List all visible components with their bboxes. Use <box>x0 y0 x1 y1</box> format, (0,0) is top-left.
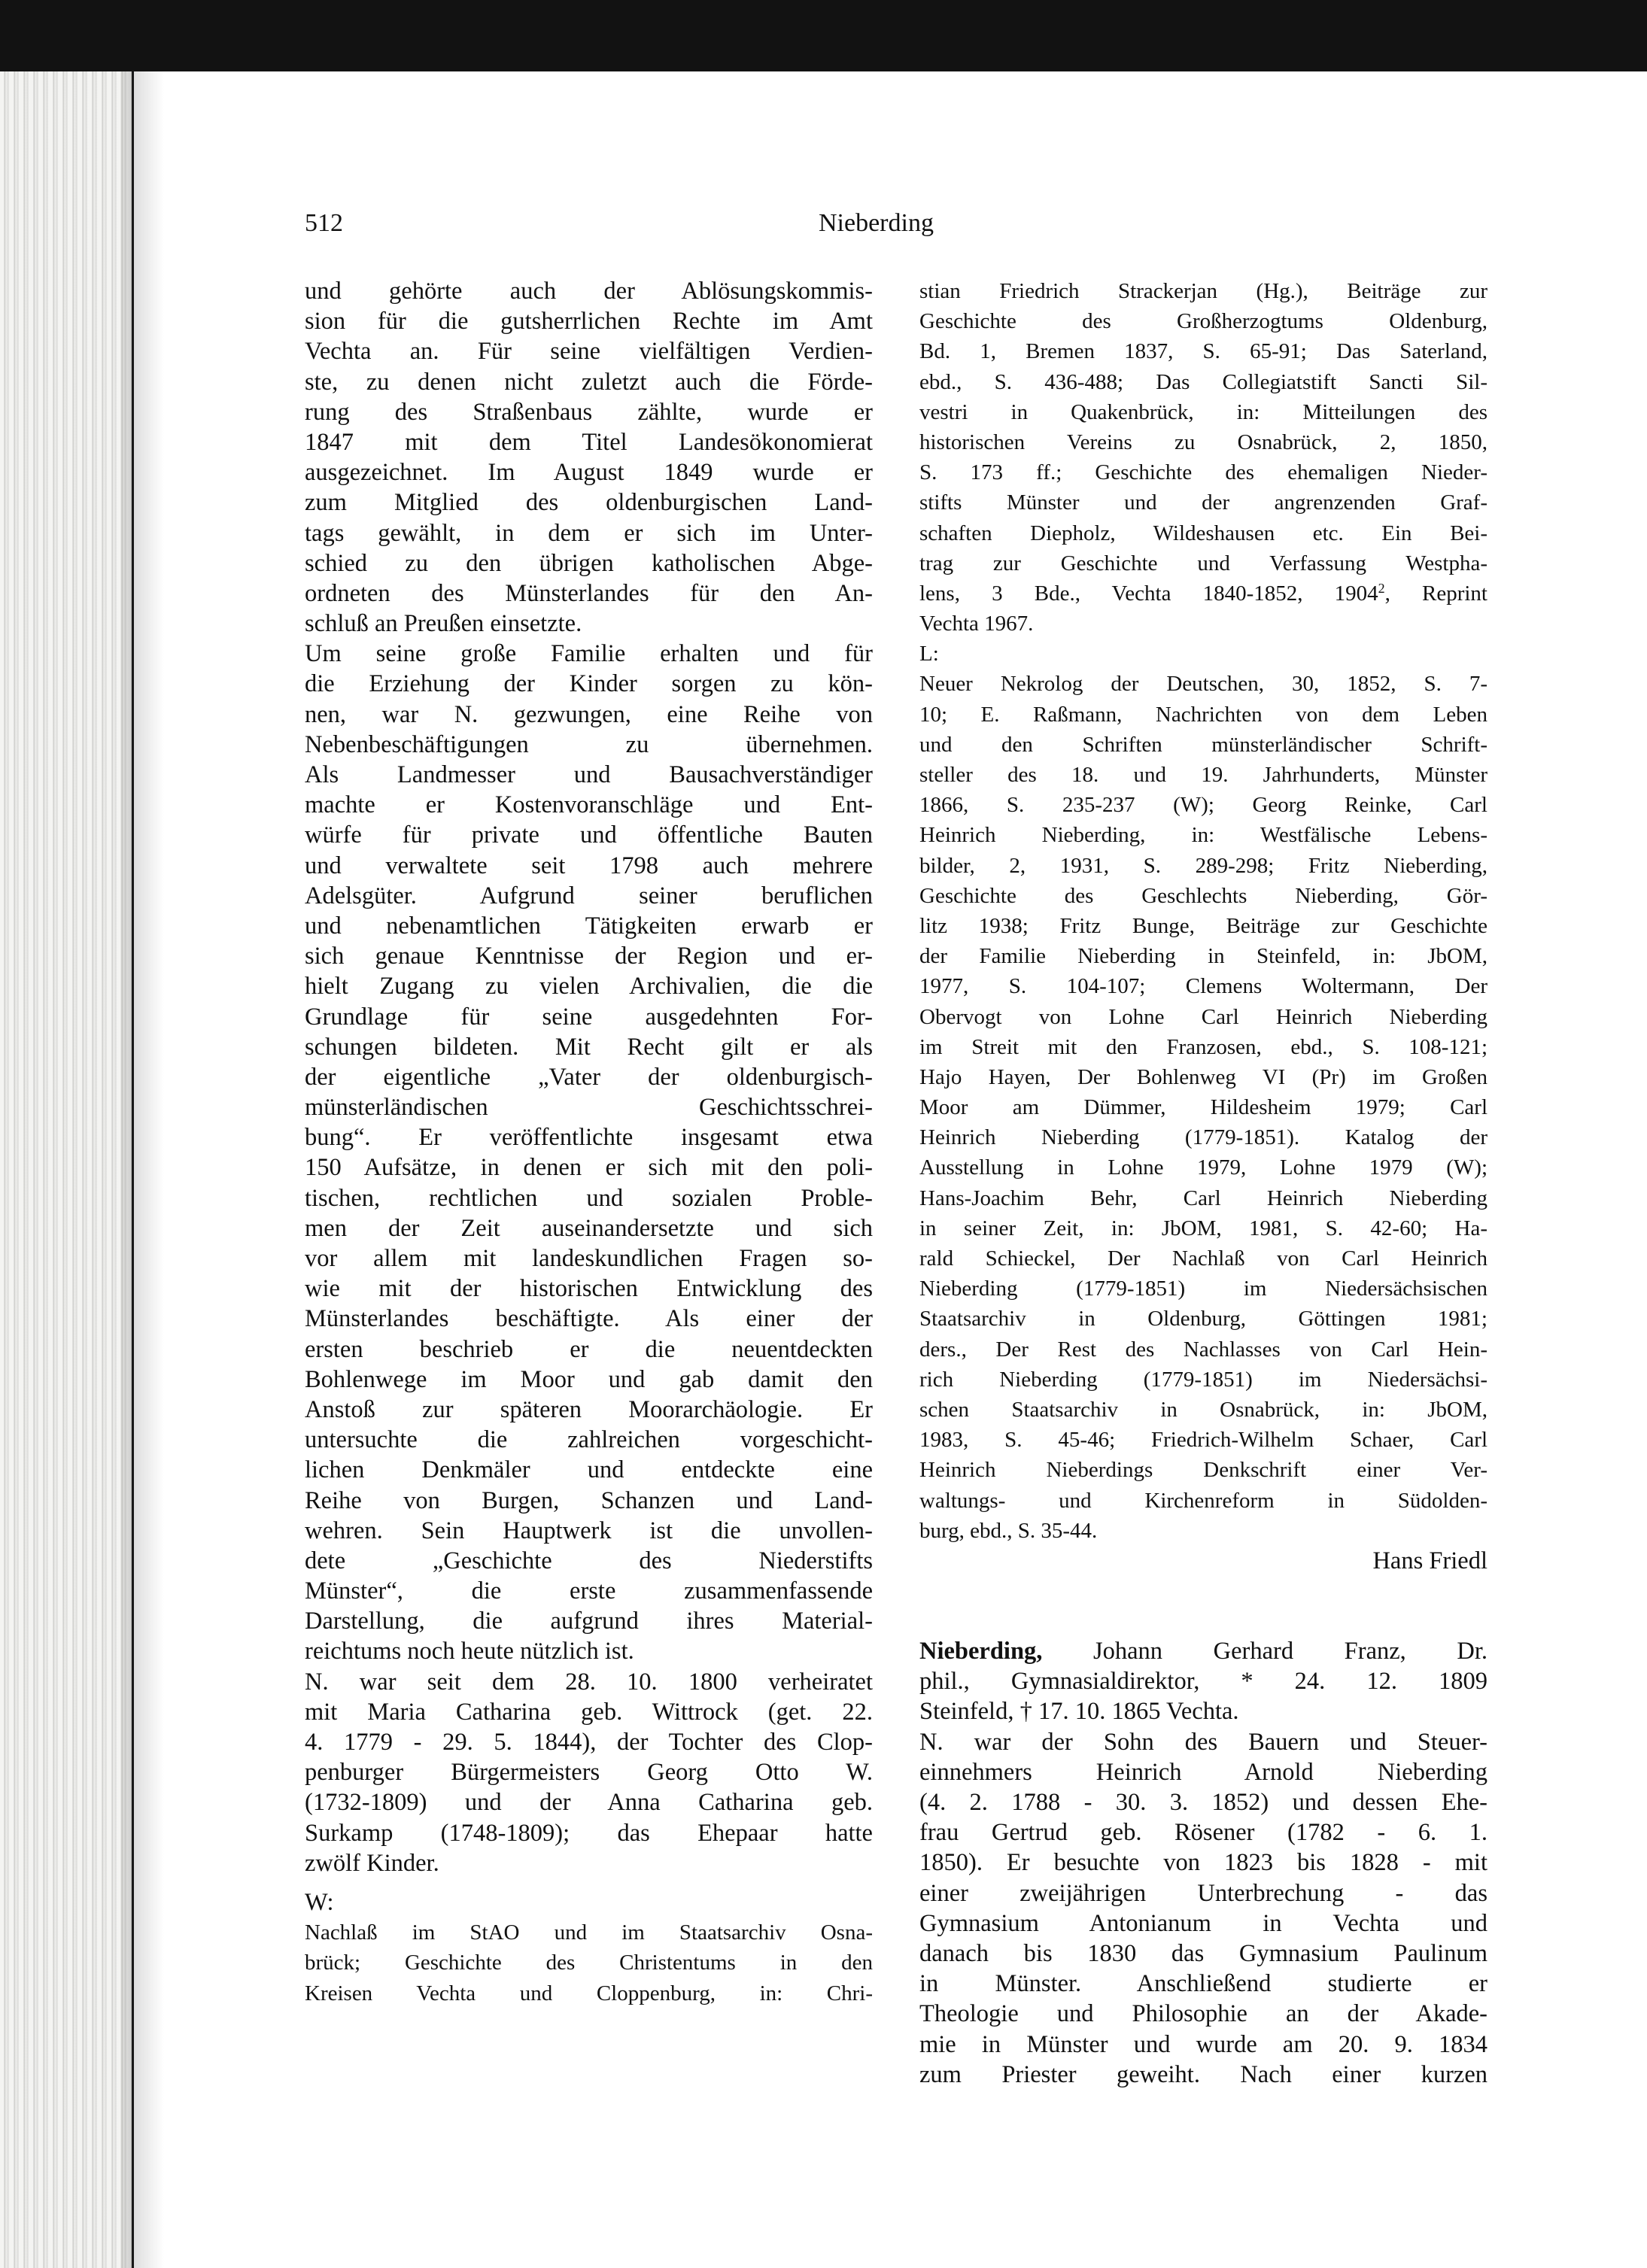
bibliography-line: 1983, S. 45-46; Friedrich-Wilhelm Schaer, Carl <box>919 1428 1487 1453</box>
bibliography-line: 10; E. Raßmann, Nachrichten von dem Leben <box>919 702 1487 727</box>
text-line: münsterländischen Geschichtsschrei- <box>305 1094 873 1122</box>
text-line: Als Landmesser und Bausachverständiger <box>305 761 873 788</box>
text-line: zwölf Kinder. <box>305 1849 439 1877</box>
bibliography-line: und den Schriften münsterländischer Schrift- <box>919 732 1487 757</box>
text-line: schluß an Preußen einsetzte. <box>305 610 582 638</box>
text-line: 4. 1779 - 29. 5. 1844), der Tochter des Clop- <box>305 1729 873 1756</box>
bibliography-line: burg, ebd., S. 35-44. <box>919 1518 1098 1543</box>
bibliography-line: 1866, S. 235-237 (W); Georg Reinke, Carl <box>919 793 1487 818</box>
literature-heading: L: <box>919 642 939 666</box>
text-line: Münsterlandes beschäftigte. Als einer der <box>305 1305 873 1333</box>
text-line: N. war der Sohn des Bauern und Steuer- <box>919 1728 1487 1756</box>
text-line: einnehmers Heinrich Arnold Nieberding <box>919 1758 1487 1786</box>
bibliography-line: Hans-Joachim Behr, Carl Heinrich Nieberding <box>919 1186 1487 1210</box>
text-line: ausgezeichnet. Im August 1849 wurde er <box>305 459 873 487</box>
text-line: zum Priester geweiht. Nach einer kurzen <box>919 2060 1487 2088</box>
text-line: lichen Denkmäler und entdeckte eine <box>305 1456 873 1484</box>
bibliography-line: historischen Vereins zu Osnabrück, 2, 1850, <box>919 430 1487 454</box>
text-line: und nebenamtlichen Tätigkeiten erwarb er <box>305 912 873 940</box>
text-line: untersuchte die zahlreichen vorgeschicht- <box>305 1426 873 1454</box>
text-line: Grundlage für seine ausgedehnten For- <box>305 1003 873 1031</box>
bibliography-line: Heinrich Nieberdings Denkschrift einer Ver- <box>919 1458 1487 1483</box>
bibliography-line: Geschichte des Großherzogtums Oldenburg, <box>919 309 1487 334</box>
text-line: die Erziehung der Kinder sorgen zu kön- <box>305 670 873 698</box>
text-line: ste, zu denen nicht zuletzt auch die Förde- <box>305 368 873 396</box>
text-line: würfe für private und öffentliche Bauten <box>305 821 873 849</box>
bibliography-line: schen Staatsarchiv in Osnabrück, in: JbOM, <box>919 1397 1487 1422</box>
bibliography-line: Bd. 1, Bremen 1837, S. 65-91; Das Saterland, <box>919 339 1487 364</box>
entry-header-text: Johann Gerhard Franz, Dr. <box>1092 1638 1487 1665</box>
text-line: ordneten des Münsterlandes für den An- <box>305 579 873 607</box>
text-line: mie in Münster und wurde am 20. 9. 1834 <box>919 2030 1487 2058</box>
text-line: mit Maria Catharina geb. Wittrock (get. 22. <box>305 1698 873 1726</box>
bibliography-line: schaften Diepholz, Wildeshausen etc. Ein Bei- <box>919 521 1487 545</box>
text-line: nen, war N. gezwungen, eine Reihe von <box>305 700 873 728</box>
bibliography-line: stifts Münster und der angrenzenden Graf- <box>919 490 1487 515</box>
text-line: schied zu den übrigen katholischen Abge- <box>305 549 873 577</box>
entry-lemma: Nieberding, <box>919 1638 1043 1665</box>
text-line: Gymnasium Antonianum in Vechta und <box>919 1909 1487 1937</box>
text-line: (4. 2. 1788 - 30. 3. 1852) und dessen Ehe- <box>919 1789 1487 1816</box>
text-line: Adelsgüter. Aufgrund seiner beruflichen <box>305 882 873 909</box>
bibliography-line: Heinrich Nieberding (1779-1851). Katalog der <box>919 1125 1487 1150</box>
text-line: zum Mitglied des oldenburgischen Land- <box>305 489 873 517</box>
text-line: tags gewählt, in dem er sich im Unter- <box>305 519 873 547</box>
bibliography-line: steller des 18. und 19. Jahrhunderts, Münster <box>919 763 1487 787</box>
text-line: und gehörte auch der Ablösungskommis- <box>305 278 873 305</box>
text-line: Steinfeld, † 17. 10. 1865 Vechta. <box>919 1698 1239 1726</box>
bibliography-line: Geschichte des Geschlechts Nieberding, Gör- <box>919 883 1487 908</box>
text-line: dete „Geschichte des Niederstifts <box>305 1547 873 1574</box>
bibliography-line: brück; Geschichte des Christentums in den <box>305 1951 873 1975</box>
text-line: penburger Bürgermeisters Georg Otto W. <box>305 1759 873 1787</box>
text-line: bung“. Er veröffentlichte insgesamt etwa <box>305 1124 873 1152</box>
text-line: machte er Kostenvoranschläge und Ent- <box>305 791 873 819</box>
text-column-right <box>919 276 1487 2090</box>
bibliography-line <box>919 578 1487 609</box>
author-signature: Hans Friedl <box>1372 1547 1487 1574</box>
running-head: Nieberding <box>819 209 934 237</box>
bibliography-line: rald Schieckel, Der Nachlaß von Carl Heinrich <box>919 1246 1487 1271</box>
text-line: der eigentliche „Vater der oldenburgisch- <box>305 1063 873 1091</box>
bibliography-line: Kreisen Vechta und Cloppenburg, in: Chri- <box>305 1981 873 2005</box>
text-line: hielt Zugang zu vielen Archivalien, die die <box>305 973 873 1000</box>
bibliography-line: Staatsarchiv in Oldenburg, Göttingen 1981; <box>919 1307 1487 1331</box>
text-line: Vechta an. Für seine vielfältigen Verdien- <box>305 338 873 366</box>
bibliography-line: der Familie Nieberding in Steinfeld, in: JbOM, <box>919 944 1487 969</box>
bibliography-line: litz 1938; Fritz Bunge, Beiträge zur Geschichte <box>919 913 1487 938</box>
bibliography-line: Nachlaß im StAO und im Staatsarchiv Osna- <box>305 1920 873 1945</box>
text-line: Bohlenwege im Moor und gab damit den <box>305 1365 873 1393</box>
bibliography-line: Moor am Dümmer, Hildesheim 1979; Carl <box>919 1095 1487 1120</box>
text-line: Um seine große Familie erhalten und für <box>305 640 873 668</box>
text-line: wie mit der historischen Entwicklung des <box>305 1275 873 1303</box>
bibliography-line: im Streit mit den Franzosen, ebd., S. 108-121; <box>919 1034 1487 1059</box>
entry-header-line <box>919 1636 1487 1666</box>
bibliography-text: lens, 3 Bde., Vechta 1840-1852, 1904 <box>919 581 1378 606</box>
text-line: phil., Gymnasialdirektor, * 24. 12. 1809 <box>919 1668 1487 1696</box>
bibliography-line: ebd., S. 436-488; Das Collegiatstift Sancti Sil- <box>919 369 1487 394</box>
bibliography-line: rich Nieberding (1779-1851) im Niedersächsi- <box>919 1367 1487 1392</box>
text-column-left <box>305 276 873 2008</box>
text-line: Darstellung, die aufgrund ihres Material- <box>305 1608 873 1635</box>
bibliography-line: bilder, 2, 1931, S. 289-298; Fritz Nieberding, <box>919 853 1487 878</box>
bibliography-line: Nieberding (1779-1851) im Niedersächsischen <box>919 1277 1487 1301</box>
text-line: Surkamp (1748-1809); das Ehepaar hatte <box>305 1819 873 1847</box>
bibliography-line: ders., Der Rest des Nachlasses von Carl Hein- <box>919 1337 1487 1362</box>
text-line: in Münster. Anschließend studierte er <box>919 1970 1487 1998</box>
bibliography-line: trag zur Geschichte und Verfassung Westpha- <box>919 551 1487 575</box>
text-line: wehren. Sein Hauptwerk ist die unvollen- <box>305 1517 873 1544</box>
bibliography-line: in seiner Zeit, in: JbOM, 1981, S. 42-60; Ha- <box>919 1216 1487 1240</box>
bibliography-line: Obervogt von Lohne Carl Heinrich Nieberding <box>919 1004 1487 1029</box>
bibliography-line: vestri in Quakenbrück, in: Mitteilungen des <box>919 399 1487 424</box>
bibliography-line: stian Friedrich Strackerjan (Hg.), Beiträge zur <box>919 279 1487 303</box>
text-line: ersten beschrieb er die neuentdeckten <box>305 1335 873 1363</box>
text-line: Theologie und Philosophie an der Akade- <box>919 2000 1487 2028</box>
text-line: 1850). Er besuchte von 1823 bis 1828 - mit <box>919 1849 1487 1877</box>
bibliography-line: S. 173 ff.; Geschichte des ehemaligen Nieder- <box>919 460 1487 485</box>
text-line: rung des Straßenbaus zählte, wurde er <box>305 398 873 426</box>
text-line: frau Gertrud geb. Rösener (1782 - 6. 1. <box>919 1819 1487 1847</box>
text-line: N. war seit dem 28. 10. 1800 verheiratet <box>305 1668 873 1696</box>
edition-superscript: 2 <box>1378 581 1385 596</box>
bibliography-line: 1977, S. 104-107; Clemens Woltermann, Der <box>919 974 1487 999</box>
bibliography-line: Ausstellung in Lohne 1979, Lohne 1979 (W); <box>919 1155 1487 1180</box>
bibliography-line: Vechta 1967. <box>919 612 1034 636</box>
works-heading: W: <box>305 1888 334 1916</box>
text-line: und verwaltete seit 1798 auch mehrere <box>305 852 873 879</box>
text-line: Nebenbeschäftigungen zu übernehmen. <box>305 730 873 758</box>
text-line: Münster“, die erste zusammenfassende <box>305 1577 873 1605</box>
text-line: (1732-1809) und der Anna Catharina geb. <box>305 1789 873 1817</box>
text-line: Reihe von Burgen, Schanzen und Land- <box>305 1486 873 1514</box>
text-line: men der Zeit auseinandersetzte und sich <box>305 1214 873 1242</box>
text-line: danach bis 1830 das Gymnasium Paulinum <box>919 1939 1487 1967</box>
text-line: reichtums noch heute nützlich ist. <box>305 1638 634 1665</box>
text-line: sich genaue Kenntnisse der Region und er- <box>305 943 873 970</box>
bibliography-line: Neuer Nekrolog der Deutschen, 30, 1852, S. 7- <box>919 672 1487 697</box>
text-line: sion für die gutsherrlichen Rechte im Amt <box>305 308 873 335</box>
text-line: 1847 mit dem Titel Landesökonomierat <box>305 428 873 456</box>
text-line: tischen, rechtlichen und sozialen Proble- <box>305 1184 873 1212</box>
bibliography-line: waltungs- und Kirchenreform in Südolden- <box>919 1488 1487 1513</box>
bibliography-line: Hajo Hayen, Der Bohlenweg VI (Pr) im Großen <box>919 1064 1487 1089</box>
text-line: 150 Aufsätze, in denen er sich mit den poli- <box>305 1154 873 1182</box>
text-line: einer zweijährigen Unterbrechung - das <box>919 1879 1487 1907</box>
text-line: Anstoß zur späteren Moorarchäologie. Er <box>305 1395 873 1423</box>
page-number: 512 <box>305 209 343 237</box>
text-line: schungen bildeten. Mit Recht gilt er als <box>305 1033 873 1061</box>
reprint-text: , Reprint <box>1384 581 1487 606</box>
text-line: vor allem mit landeskundlichen Fragen so- <box>305 1245 873 1272</box>
bibliography-line: Heinrich Nieberding, in: Westfälische Lebens- <box>919 823 1487 848</box>
